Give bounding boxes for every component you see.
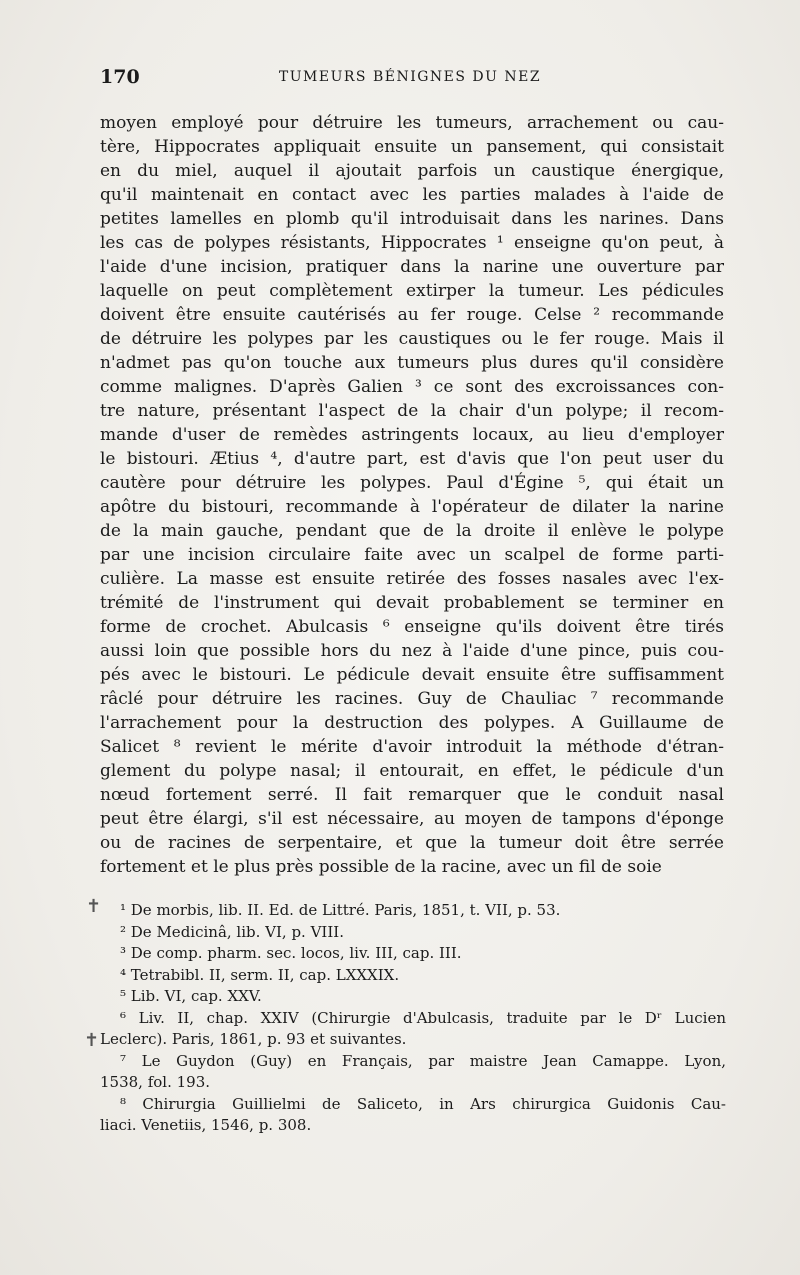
body-line: moyen employé pour détruire les tumeurs, arrachement ou cau-: [100, 113, 724, 133]
page-header: [96, 66, 724, 96]
footnote: ³ De comp. pharm. sec. locos, liv. III, cap. III.: [120, 944, 462, 962]
body-line: râclé pour détruire les racines. Guy de Chauliac ⁷ recommande: [100, 689, 724, 709]
body-line: qu'il maintenait en contact avec les parties malades à l'aide de: [100, 185, 724, 205]
footnote: ⁶ Liv. II, chap. XXIV (Chirurgie d'Abulcasis, traduite par le Dʳ Lucien: [120, 1008, 726, 1027]
footnote: Leclerc). Paris, 1861, p. 93 et suivantes.: [100, 1030, 407, 1048]
body-line: culière. La masse est ensuite retirée des fosses nasales avec l'ex-: [100, 569, 724, 589]
body-line: l'aide d'une incision, pratiquer dans la narine une ouverture par: [100, 257, 724, 277]
body-line: apôtre du bistouri, recommande à l'opérateur de dilater la narine: [100, 497, 724, 517]
body-line: peut être élargi, s'il est nécessaire, au moyen de tampons d'éponge: [100, 809, 724, 829]
footnote: ⁸ Chirurgia Guillielmi de Saliceto, in Ars chirurgica Guidonis Cau-: [120, 1094, 726, 1113]
body-line: ou de racines de serpentaire, et que la tumeur doit être serrée: [100, 833, 724, 853]
body-line: forme de crochet. Abulcasis ⁶ enseigne qu'ils doivent être tirés: [100, 617, 724, 637]
body-line: tère, Hippocrates appliquait ensuite un pansement, qui consistait: [100, 137, 724, 157]
body-line: nœud fortement serré. Il fait remarquer que le conduit nasal: [100, 785, 724, 805]
body-line: l'arrachement pour la destruction des polypes. A Guillaume de: [100, 713, 724, 733]
footnote: 1538, fol. 193.: [100, 1073, 211, 1091]
margin-mark: ✝: [84, 1030, 100, 1051]
body-line: glement du polype nasal; il entourait, en effet, le pédicule d'un: [100, 761, 724, 781]
body-line: petites lamelles en plomb qu'il introduisait dans les narines. Dans: [100, 209, 724, 229]
body-line: doivent être ensuite cautérisés au fer rouge. Celse ² recommande: [100, 305, 724, 325]
body-line: n'admet pas qu'on touche aux tumeurs plus dures qu'il considère: [100, 353, 724, 373]
body-line: aussi loin que possible hors du nez à l'aide d'une pince, puis cou-: [100, 641, 724, 661]
footnotes: [100, 900, 726, 1137]
footnote: ² De Medicinâ, lib. VI, p. VIII.: [120, 922, 344, 941]
body-line: comme malignes. D'après Galien ³ ce sont des excroissances con-: [100, 377, 724, 397]
body-line: en du miel, auquel il ajoutait parfois un caustique énergique,: [100, 161, 724, 181]
body-line: les cas de polypes résistants, Hippocrates ¹ enseigne qu'on peut, à: [100, 233, 724, 253]
footnote: ⁴ Tetrabibl. II, serm. II, cap. LXXXIX.: [120, 965, 400, 984]
page-number: 170: [100, 66, 140, 88]
body-line: trémité de l'instrument qui devait probablement se terminer en: [100, 593, 724, 613]
footnote: ⁵ Lib. VI, cap. XXV.: [120, 987, 262, 1005]
footnote: liaci. Venetiis, 1546, p. 308.: [100, 1116, 312, 1134]
margin-mark: ✝: [86, 896, 102, 917]
body-line: de la main gauche, pendant que de la droite il enlève le polype: [100, 521, 724, 541]
running-title: TUMEURS BÉNIGNES DU NEZ: [278, 69, 542, 85]
body-line: le bistouri. Ætius ⁴, d'autre part, est d'avis que l'on peut user du: [100, 449, 724, 469]
footnote: ⁷ Le Guydon (Guy) en Français, par maistre Jean Camappe. Lyon,: [120, 1051, 726, 1070]
footnote: ¹ De morbis, lib. II. Ed. de Littré. Paris, 1851, t. VII, p. 53.: [120, 901, 561, 919]
body-line: tre nature, présentant l'aspect de la chair d'un polype; il recom-: [100, 401, 724, 421]
body-line: Salicet ⁸ revient le mérite d'avoir introduit la méthode d'étran-: [100, 737, 724, 757]
body-line: mande d'user de remèdes astringents locaux, au lieu d'employer: [100, 425, 724, 445]
body-line: de détruire les polypes par les caustiques ou le fer rouge. Mais il: [100, 329, 724, 349]
body-line: par une incision circulaire faite avec un scalpel de forme parti-: [100, 545, 724, 565]
body-line: pés avec le bistouri. Le pédicule devait ensuite être suffisamment: [100, 665, 724, 685]
body-line: cautère pour détruire les polypes. Paul d'Égine ⁵, qui était un: [100, 473, 724, 493]
body-line: fortement et le plus près possible de la racine, avec un fil de soie: [100, 857, 662, 877]
body-text: [100, 111, 724, 879]
body-line: laquelle on peut complètement extirper la tumeur. Les pédicules: [100, 281, 724, 301]
